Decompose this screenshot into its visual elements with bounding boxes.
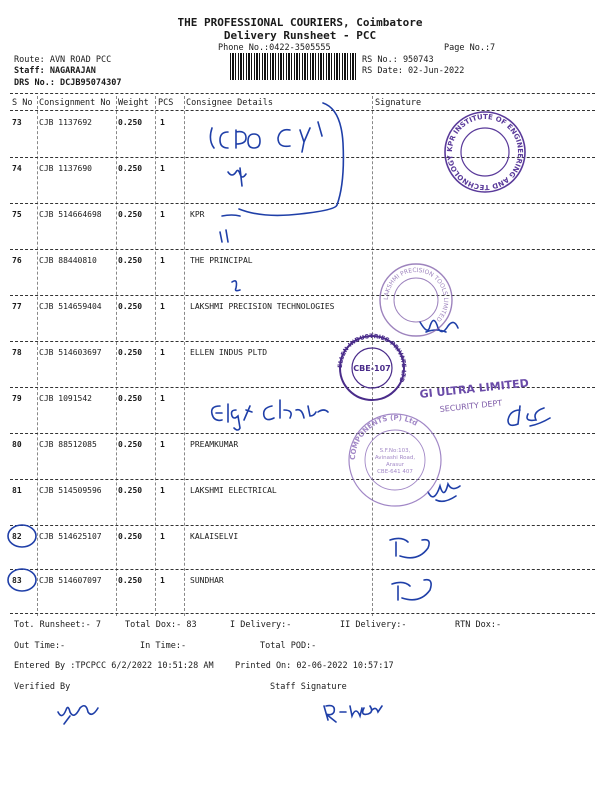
svg-text:SECURITY DEPT: SECURITY DEPT [439, 398, 503, 414]
svg-text:Arasur: Arasur [385, 462, 405, 468]
table-row: 75 CJB 514664698 0.250 1 KPR [12, 210, 205, 219]
document-subtitle: Delivery Runsheet - PCC [223, 29, 377, 42]
signature-row77 [420, 320, 458, 332]
svg-text:GI ULTRA LIMITED: GI ULTRA LIMITED [418, 376, 530, 401]
table-row: 77 CJB 514659404 0.250 1 LAKSHMI PRECISION TECHNOLOGIES [12, 302, 335, 311]
col-consignee: Consignee Details [186, 98, 273, 108]
page-number: Page No.:7 [444, 43, 496, 53]
lakshmi-stamp [380, 264, 452, 336]
bracket-stroke [239, 103, 343, 215]
rtn-dox: RTN Dox:- [455, 620, 502, 630]
svg-text:ELLEN INDUSTRIES PRIVATE LTD: ELLEN INDUSTRIES PRIVATE LTD [336, 332, 408, 384]
svg-text:CBE-641 407: CBE-641 407 [377, 469, 413, 475]
table-row: 81 CJB 514509596 0.250 1 LAKSHMI ELECTRICAL [12, 486, 277, 495]
phone-number: Phone No.:0422-3505555 [218, 43, 331, 53]
staff-signature-label: Staff Signature [270, 682, 347, 692]
table-row: 74 CJB 1137690 0.250 1 [12, 164, 165, 173]
rs-date: RS Date: 02-Jun-2022 [362, 66, 465, 76]
col-sno: S No [12, 98, 33, 108]
route: Route: AVN ROAD PCC [14, 55, 112, 65]
ditto-mark [220, 230, 228, 242]
drs-number: DRS No.: DCJB95074307 [14, 78, 122, 88]
handwritten-elgi [212, 406, 222, 420]
ditto-mark-2 [232, 281, 240, 291]
table-row: 83 CJB 514607097 0.250 1 SUNDHAR [12, 576, 224, 585]
table-row: 76 CJB 88440810 0.250 1 THE PRINCIPAL [12, 256, 253, 265]
i-delivery: I Delivery:- [230, 620, 292, 630]
rs-number: RS No.: 950743 [362, 55, 434, 65]
entered-by: Entered By :TPCPCC 6/2/2022 10:51:28 AM [14, 661, 214, 671]
svg-text:COMPONENTS (P) Ltd: COMPONENTS (P) Ltd [348, 413, 419, 461]
circle-mark-82 [8, 525, 36, 547]
col-pcs: PCS [158, 98, 174, 108]
table-row: 82 CJB 514625107 0.250 1 KALAISELVI [12, 532, 239, 541]
signature-row83 [392, 580, 431, 600]
col-consignment: Consignment No [39, 98, 111, 108]
total-pod: Total POD:- [260, 641, 317, 651]
kpr-stamp [445, 112, 525, 192]
signature-row82 [390, 538, 429, 557]
svg-text:Avinashi Road,: Avinashi Road, [374, 455, 416, 461]
col-signature: Signature [375, 98, 422, 108]
staff-handwritten-signature [324, 706, 382, 722]
verified-by-signature [58, 706, 98, 724]
svg-text:LAKSHMI PRECISION TOOLS LIMITE: LAKSHMI PRECISION TOOLS LIMITED [382, 266, 450, 323]
in-time: In Time:- [140, 641, 187, 651]
signature-row79 [508, 406, 550, 426]
table-row: 80 CJB 88512085 0.250 1 PREAMKUMAR [12, 440, 239, 449]
handwritten-icpo [210, 128, 214, 148]
svg-text:KPR INSTITUTE OF ENGINEERING A: KPR INSTITUTE OF ENGINEERING AND TECHNOLOGY [445, 112, 525, 192]
table-row: 79 CJB 1091542 0.250 1 [12, 394, 165, 403]
printed-on: Printed On: 02-06-2022 10:57:17 [235, 661, 394, 671]
svg-text:CBE-107: CBE-107 [353, 364, 391, 373]
verified-by: Verified By [14, 682, 71, 692]
company-title: THE PROFESSIONAL COURIERS, Coimbatore [177, 16, 423, 29]
table-row: 73 CJB 1137692 0.250 1 [12, 118, 165, 127]
total-dox: Total Dox:- 83 [125, 620, 197, 630]
total-runsheet: Tot. Runsheet:- 7 [14, 620, 101, 630]
svg-text:S.F.No:103,: S.F.No:103, [379, 448, 411, 454]
handwritten-ditto [228, 168, 246, 186]
components-stamp [349, 414, 441, 506]
out-time: Out Time:- [14, 641, 66, 651]
col-weight: Weight [118, 98, 149, 108]
table-row: 78 CJB 514603697 0.250 1 ELLEN INDUS PLTD [12, 348, 268, 357]
circle-mark-83 [8, 569, 36, 591]
ultra-stamp [419, 377, 529, 414]
ellen-stamp [337, 333, 407, 400]
staff: Staff: NAGARAJAN [14, 66, 96, 76]
ii-delivery: II Delivery:- [340, 620, 407, 630]
